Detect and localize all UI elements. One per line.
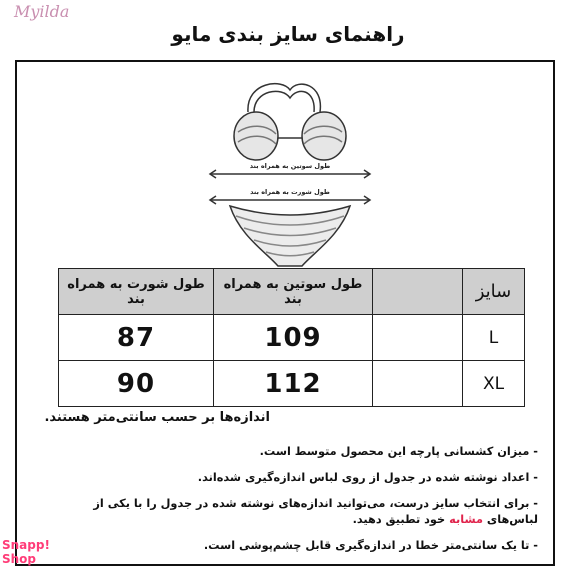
notes-list [58, 444, 538, 564]
short-length-label: طول شورت به همراه بند [250, 188, 330, 196]
header-short-length: طول شورت به همراه بند [59, 269, 214, 315]
size-table [58, 268, 525, 407]
swimsuit-illustration [190, 76, 390, 268]
page-title: راهنمای سایز بندی مایو [171, 22, 405, 46]
table-row [59, 361, 525, 407]
cell-empty [373, 315, 463, 361]
note-text: اعداد نوشته شده در جدول از روی لباس اندازه‌گیری شده‌اند. [197, 471, 530, 484]
note-text: برای انتخاب سایز درست، می‌توانید اندازه‌های نوشته شده در جدول را با یکی از لباس‌های [93, 497, 538, 526]
note-item [58, 470, 538, 486]
watermark-line: Shop [2, 552, 37, 566]
brand-logo: Myilda [14, 2, 70, 21]
note-item [58, 538, 538, 554]
note-highlight: مشابه [449, 513, 483, 526]
cell-size: L [463, 315, 525, 361]
cell-size: XL [463, 361, 525, 407]
cell-short-length: 87 [59, 315, 214, 361]
header-bra-length: طول سوتین به همراه بند [214, 269, 373, 315]
note-text: تا یک سانتی‌متر خطا در اندازه‌گیری قابل چشم‌پوشی است. [203, 539, 530, 552]
note-item [58, 496, 538, 528]
snappshop-watermark [2, 538, 50, 566]
note-item [58, 444, 538, 460]
unit-note: اندازه‌ها بر حسب سانتی‌متر هستند. [44, 410, 270, 425]
cell-bra-length: 112 [214, 361, 373, 407]
bra-length-label: طول سوتین به همراه بند [249, 162, 331, 170]
note-text: میزان کشسانی پارچه این محصول متوسط است. [259, 445, 530, 458]
note-text: خود تطبیق دهید. [352, 513, 446, 526]
table-header-row [59, 269, 525, 315]
table-row [59, 315, 525, 361]
cell-short-length: 90 [59, 361, 214, 407]
cell-bra-length: 109 [214, 315, 373, 361]
watermark-line: Snapp! [2, 538, 50, 552]
header-empty [373, 269, 463, 315]
header-size: سایز [463, 269, 525, 315]
cell-empty [373, 361, 463, 407]
